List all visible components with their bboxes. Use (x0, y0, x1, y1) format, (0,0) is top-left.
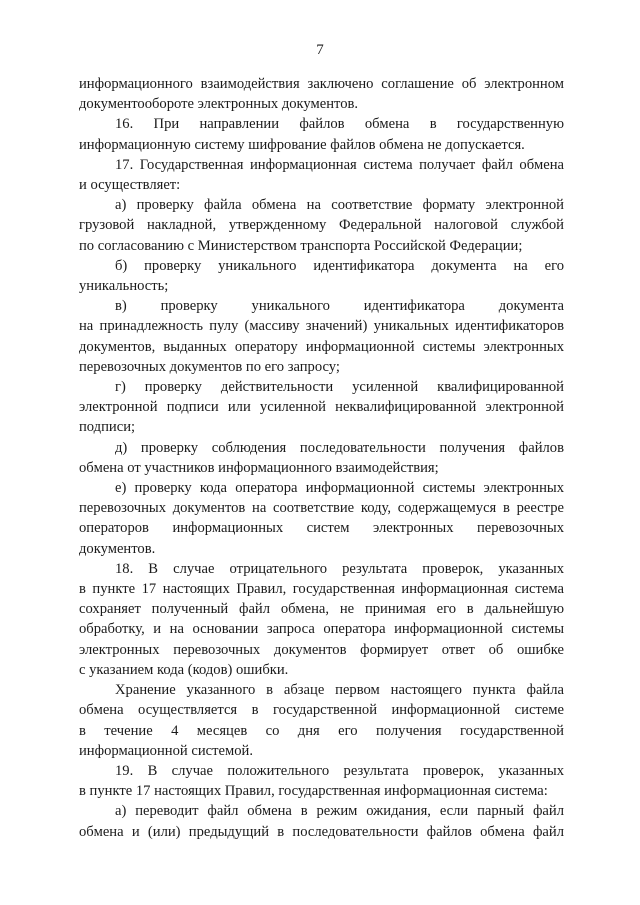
text-line: документообороте электронных документов. (79, 96, 359, 113)
text-line: 19. В случае положительного результата проверок, указанных (115, 762, 564, 779)
text-line: в) проверку уникального идентификатора документа (115, 298, 564, 315)
text-line: электронной подписи или усиленной неквалифицированной электронной (79, 399, 564, 416)
text-line: г) проверку действительности усиленной квалифицированной (115, 379, 564, 396)
text-line: уникальность; (79, 278, 169, 295)
paragraph (79, 74, 564, 114)
paragraph (79, 559, 564, 680)
page-number: 7 (316, 42, 324, 58)
text-line: информационного взаимодействия заключено соглашение об электронном (79, 76, 564, 92)
text-line: а) переводит файл обмена в режим ожидания, если парный файл (115, 803, 564, 820)
paragraph (79, 478, 564, 559)
text-line: в пункте 17 настоящих Правил, государственная информационная система (79, 581, 564, 598)
paragraph (79, 377, 564, 438)
document-body (79, 74, 564, 842)
text-line: документов. (79, 540, 156, 557)
paragraph (79, 155, 564, 195)
text-line: информационную систему шифрование файлов обмена не допускается. (79, 136, 525, 153)
text-line: документов, выданных оператору информационной системы электронных (79, 338, 564, 355)
text-line: д) проверку соблюдения последовательности получения файлов (115, 439, 564, 456)
text-line: с указанием кода (кодов) ошибки. (79, 661, 289, 678)
text-line: перевозочных документов на соответствие коду, содержащемуся в реестре (79, 500, 564, 517)
text-line: сохраняет полученный файл обмена, не принимая его в дальнейшую (79, 601, 564, 618)
paragraph (79, 195, 564, 256)
text-line: 18. В случае отрицательного результата проверок, указанных (115, 560, 564, 577)
text-line: 17. Государственная информационная система получает файл обмена (115, 156, 564, 173)
text-line: перевозочных документов по его запросу; (79, 358, 340, 375)
text-line: по согласованию с Министерством транспорта Российской Федерации; (79, 237, 523, 254)
paragraph (79, 114, 564, 154)
text-line: в пункте 17 настоящих Правил, государственная информационная система: (79, 783, 548, 800)
text-line: операторов информационных систем электронных перевозочных (79, 520, 564, 537)
paragraph (79, 296, 564, 377)
text-line: обработку, и на основании запроса оператора информационной системы (79, 621, 564, 638)
text-line: обмена от участников информационного взаимодействия; (79, 459, 439, 476)
text-line: и осуществляет: (79, 177, 181, 194)
paragraph (79, 256, 564, 296)
text-line: б) проверку уникального идентификатора документа на его (115, 257, 564, 274)
paragraph (79, 438, 564, 478)
text-line: информационной системой. (79, 742, 253, 759)
text-line: Хранение указанного в абзаце первом настоящего пункта файла (115, 682, 564, 699)
text-line: обмена и (или) предыдущий в последовательности файлов обмена файл (79, 823, 564, 840)
paragraph (79, 761, 564, 801)
text-line: обмена осуществляется в государственной информационной системе (79, 702, 564, 719)
paragraph (79, 680, 564, 761)
text-line: грузовой накладной, утвержденному Федеральной налоговой службой (79, 217, 564, 234)
text-line: электронных перевозочных документов формирует ответ об ошибке (79, 641, 564, 658)
text-line: а) проверку файла обмена на соответствие формату электронной (115, 197, 564, 214)
text-line: в течение 4 месяцев со дня его получения государственной (79, 722, 564, 739)
text-line: на принадлежность пулу (массиву значений) уникальных идентификаторов (79, 318, 564, 335)
text-line: 16. При направлении файлов обмена в государственную (115, 116, 564, 133)
paragraph (79, 801, 564, 841)
text-line: е) проверку кода оператора информационной системы электронных (115, 480, 564, 497)
text-line: подписи; (79, 419, 136, 436)
